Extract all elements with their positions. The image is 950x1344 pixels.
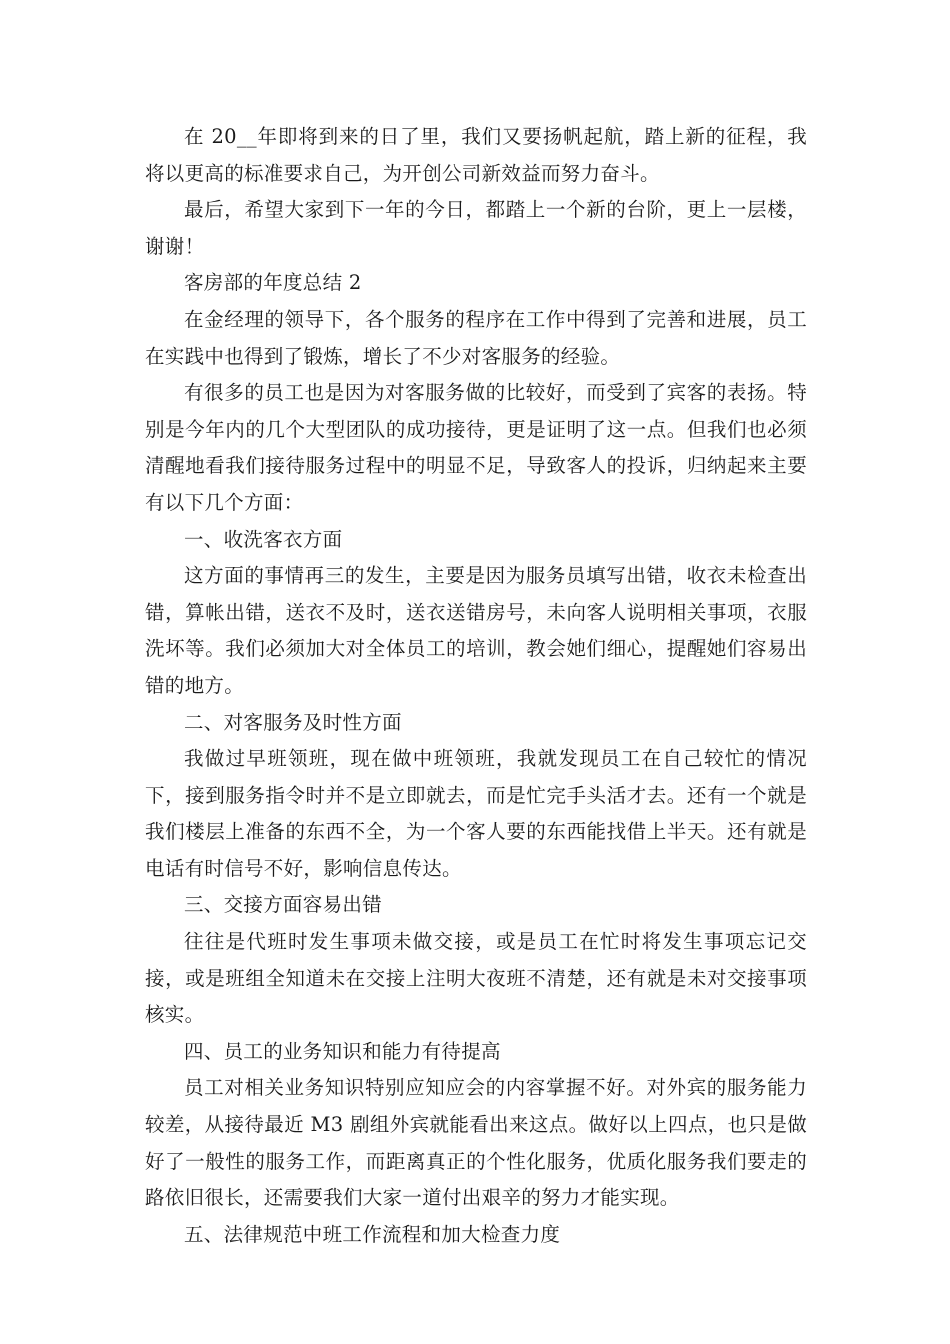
paragraph-intro: 在金经理的领导下，各个服务的程序在工作中得到了完善和进展，员工在实践中也得到了锻炼，增长了不少对客服务的经验。 — [145, 307, 807, 368]
heading-skills: 四、员工的业务知识和能力有待提高 — [184, 1039, 501, 1063]
paragraph-skills: 员工对相关业务知识特别应知应会的内容掌握不好。对外宾的服务能力较差，从接待最近 M3 剧组外宾就能看出来这点。做好以上四点，也只是做好了一般性的服务工作，而距离真正的个性化服务，优质化服务我们要走的路依旧很长，还需要我们大家一道付出艰辛的努力才能实现。 — [145, 1076, 807, 1210]
paragraph-laundry: 这方面的事情再三的发生，主要是因为服务员填写出错，收衣未检查出错，算帐出错，送衣不及时，送衣送错房号，未向客人说明相关事项，衣服洗坏等。我们必须加大对全体员工的培训，教会她们细心，提醒她们容易出错的地方。 — [145, 564, 807, 697]
paragraph-timeliness: 我做过早班领班，现在做中班领班，我就发现员工在自己较忙的情况下，接到服务指令时并不是立即就去，而是忙完手头活才去。还有一个就是我们楼层上准备的东西不全，为一个客人要的东西能找借上半天。还有就是电话有时信号不好，影响信息传达。 — [145, 747, 807, 880]
heading-handover: 三、交接方面容易出错 — [184, 893, 383, 917]
section-title: 客房部的年度总结 2 — [184, 271, 362, 295]
heading-laundry: 一、收洗客衣方面 — [184, 527, 343, 551]
paragraph-closing: 最后，希望大家到下一年的今日，都踏上一个新的台阶，更上一层楼，谢谢！ — [145, 198, 807, 258]
heading-procedures: 五、法律规范中班工作流程和加大检查力度 — [184, 1222, 561, 1246]
heading-timeliness: 二、对客服务及时性方面 — [184, 710, 402, 734]
paragraph-outlook: 在 20__年即将到来的日了里，我们又要扬帆起航，踏上新的征程，我将以更高的标准要求自己，为开创公司新效益而努力奋斗。 — [145, 125, 807, 185]
document-body — [145, 119, 807, 1253]
paragraph-handover: 往往是代班时发生事项未做交接，或是员工在忙时将发生事项忘记交接，或是班组全知道未在交接上注明大夜班不清楚，还有就是未对交接事项核实。 — [145, 930, 807, 1027]
paragraph-overview: 有很多的员工也是因为对客服务做的比较好，而受到了宾客的表扬。特别是今年内的几个大型团队的成功接待，更是证明了这一点。但我们也必须清醒地看我们接待服务过程中的明显不足，导致客人的投诉，归纳起来主要有以下几个方面： — [145, 381, 807, 514]
